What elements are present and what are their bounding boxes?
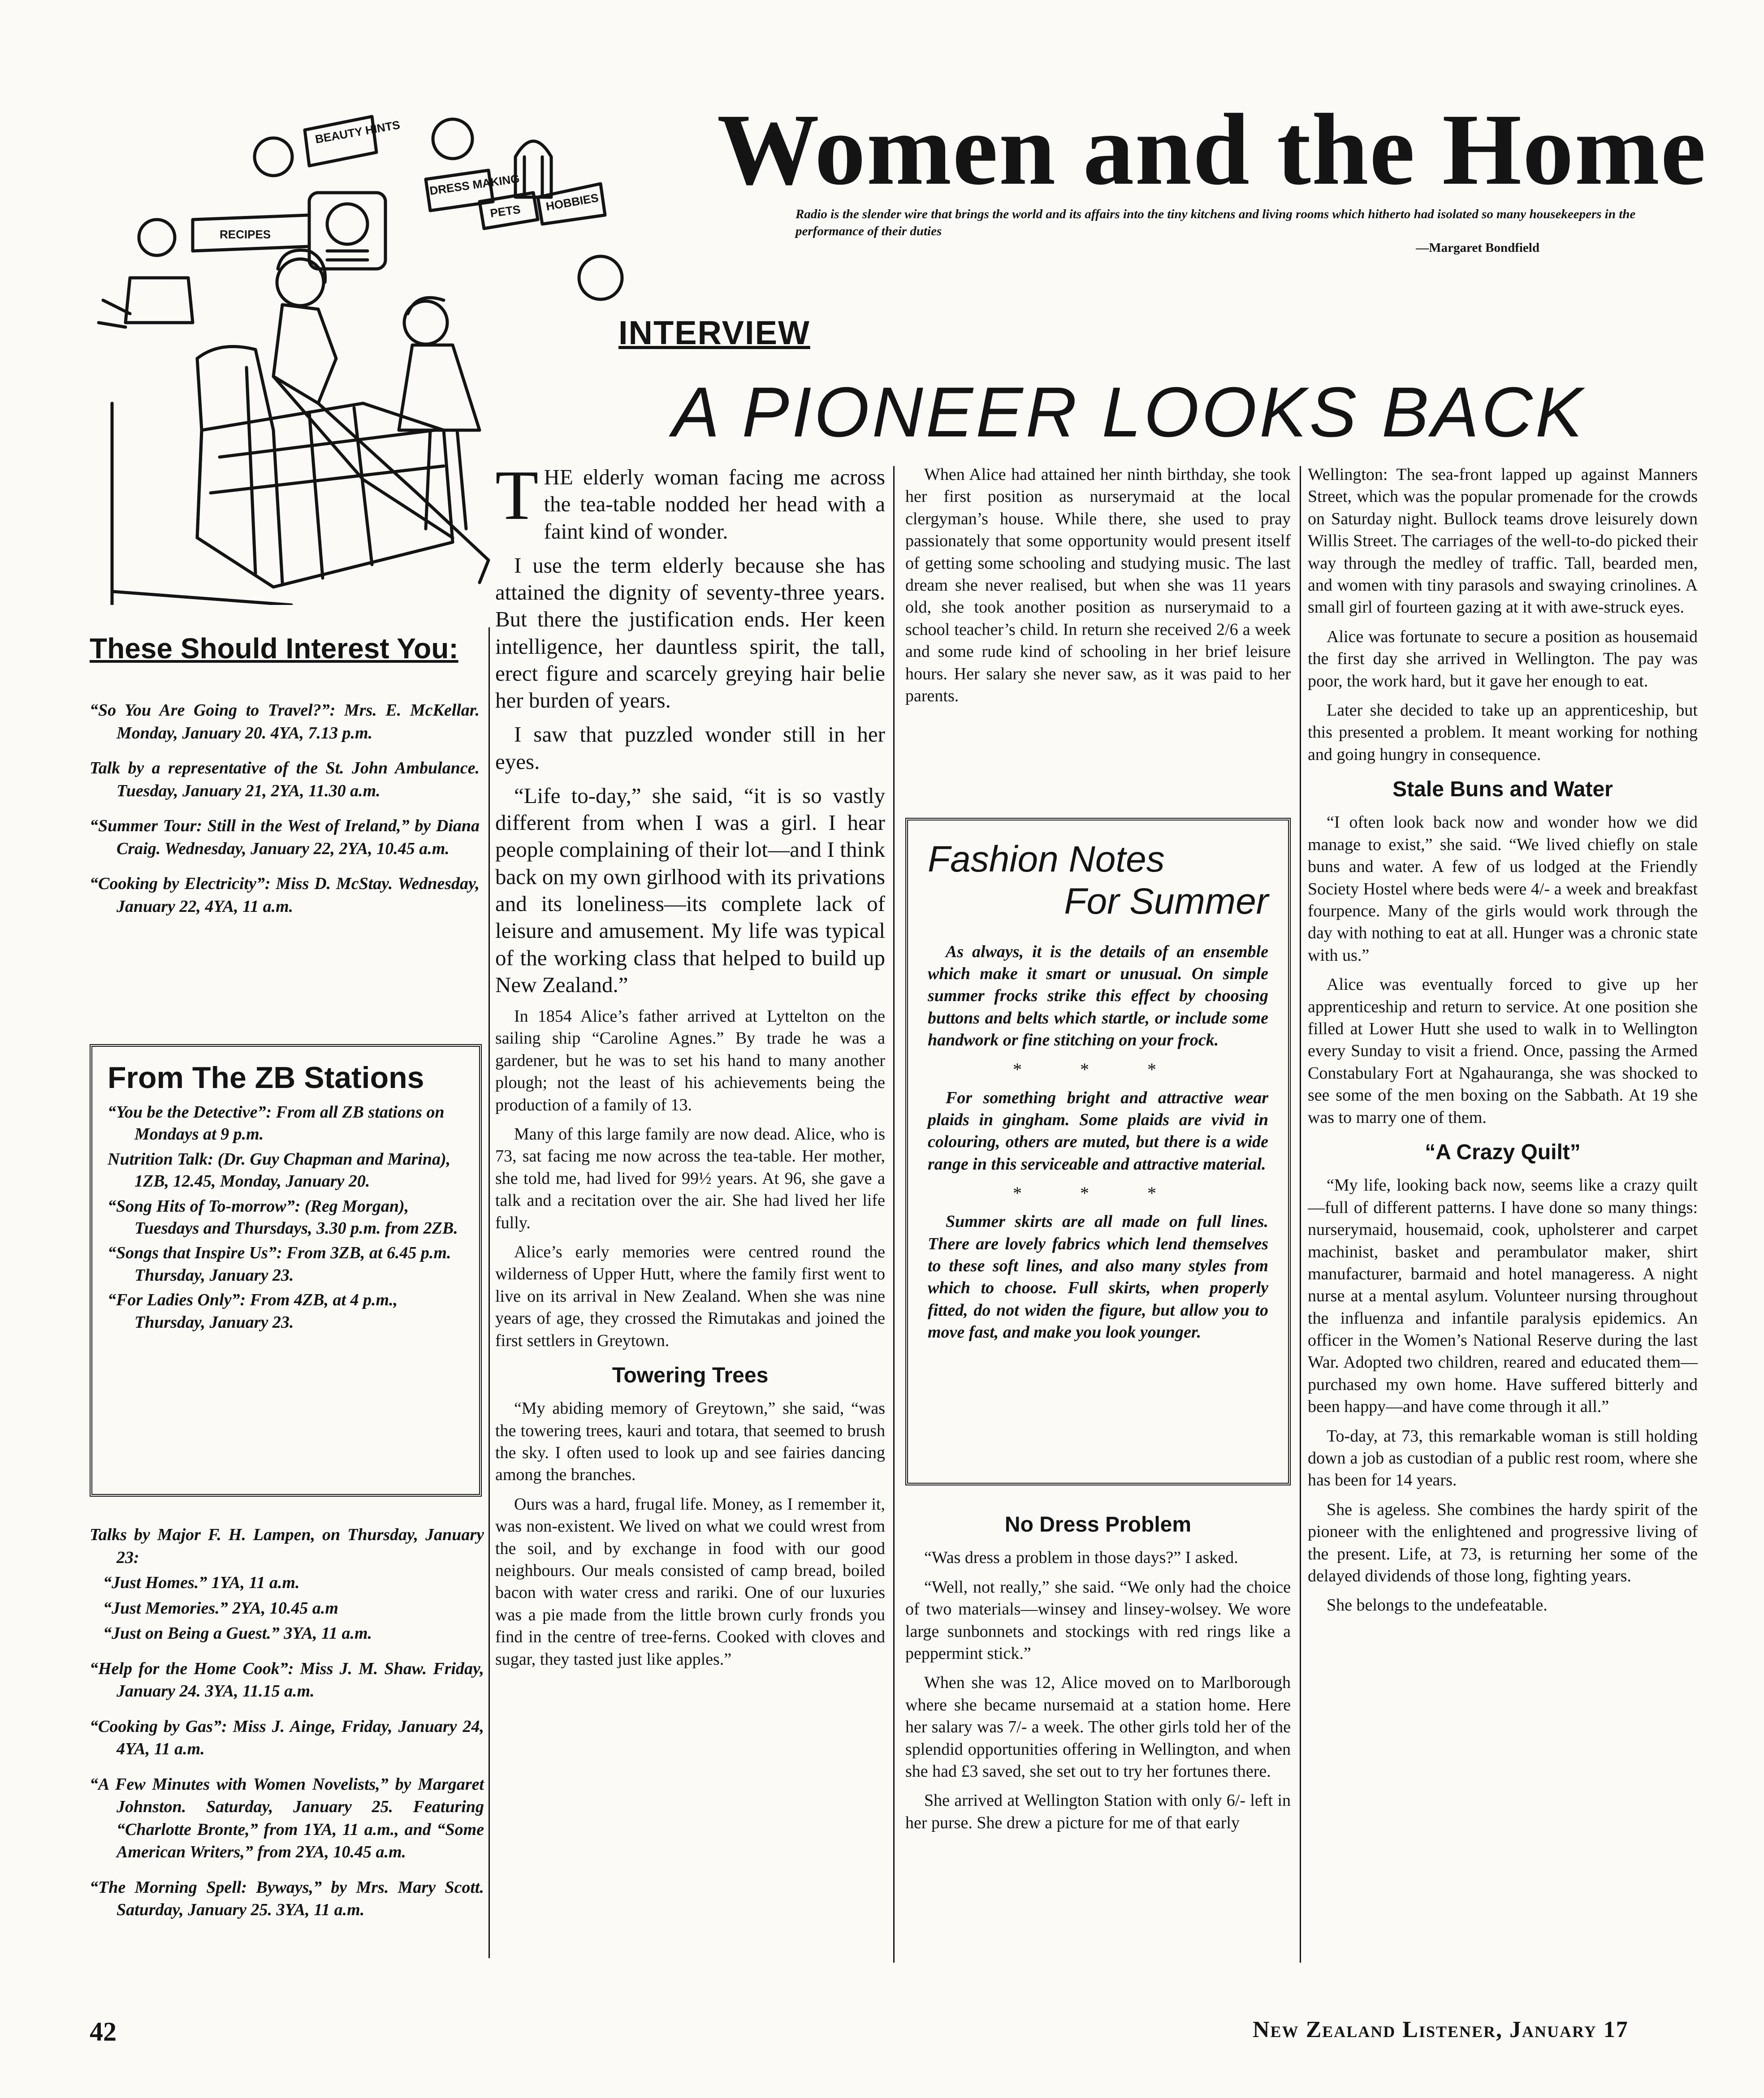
article-subheading: Towering Trees [612,1363,769,1387]
article-kicker: INTERVIEW [618,314,810,351]
listing-item: “Help for the Home Cook”: Miss J. M. Shaw. Friday, January 24. 3YA, 11.15 a.m. [90,1659,484,1701]
article-paragraph: “My abiding memory of Greytown,” she said, “was the towering trees, kauri and totara, that seemed to brush the sky. I often used to look up and see fairies dancing among the branches. [495,1399,885,1485]
article-paragraph: Alice was eventually forced to give up her apprenticeship and return to service. At one position she filled at Lower Hutt she used to walk in to Wellington every Sunday to visit a friend. Once, passing the Armed Constabulary Fort at Ngahauranga, she was shocked to see some of the men boxing on the Sabbath. At 19 she was to marry one of them. [1308,975,1698,1127]
article-paragraph: Many of this large family are now dead. Alice, who is 73, sat facing me now across the tea-table. Her mother, she told me, had lived for 99½ years. At 96, she gave a talk and a recitation over the air. She had lived her life fully. [495,1125,885,1232]
zb-item: “Songs that Inspire Us”: From 3ZB, at 6.45 p.m. Thursday, January 23. [108,1243,451,1285]
drop-cap: T [495,456,539,535]
listing-item: Talks by Major F. H. Lampen, on Thursday, January 23: [90,1525,484,1567]
section-title: Women and the Home [717,93,1707,206]
epigraph [796,206,1701,257]
more-listings [90,1524,484,1934]
article-column-1 [495,456,885,1678]
illustration-label: HOBBIES [545,190,600,213]
article-column-2-continued [905,1501,1291,1841]
column-rule [893,466,895,1963]
article-paragraph: Ours was a hard, frugal life. Money, as I remember it, was non-existent. We lived on what we could wrest from the soil, and by exchange in food with our good neighbours. Our meals consisted of camp bread, boiled bacon with water cress and rariki. One of our luxuries was a pie made from the little brown curly fronds you find in the centre of tree-ferns. Cooked with cloves and sugar, they tasted just like apples.” [495,1494,885,1669]
article-paragraph: She belongs to the undefeatable. [1327,1596,1548,1615]
listing-item: Talk by a representative of the St. John Ambulance. Tuesday, January 21, 2YA, 11.30 a.m. [90,759,480,800]
article-paragraph: “I often look back now and wonder how we did manage to exist,” she said. “We lived chiefly on stale buns and water. A few of us lodged at the Friendly Society Hostel where beds were 4/- a week and breakfast fourpence. Many of the girls would work through the day with nothing to eat at all. Hunger was a chronic state with us.” [1308,813,1698,965]
separator-stars: * * * [1013,1183,1183,1204]
zb-item: “For Ladies Only”: From 4ZB, at 4 p.m., Thursday, January 23. [108,1291,398,1332]
article-subheading: “A Crazy Quilt” [1425,1140,1581,1164]
illustration-label: DRESS MAKING [428,172,521,198]
listing-subitem: “Just Memories.” 2YA, 10.45 a.m [103,1598,338,1618]
fashion-paragraph: For something bright and attractive wear plaids in gingham. Some plaids are vivid in colouring, others are muted, but there is a wide range in this serviceable and attractive material. [928,1088,1268,1174]
article-paragraph: I use the term elderly because she has attained the dignity of seventy-three years. But there the justification ends. Her keen intelligence, her dauntless spirit, the tall, erect figure and scarcely greying hair belie her burden of years. [495,553,885,713]
article-paragraph: I saw that puzzled wonder still in her eyes. [495,722,885,774]
fashion-paragraph: As always, it is the details of an ensemble which make it smart or unusual. On simple summer frocks strike this effect by choosing buttons and belts which startle, or include some handwork or fine stitching on your frock. [928,942,1268,1050]
fashion-notes-box [905,818,1291,1485]
article-paragraph: When she was 12, Alice moved on to Marlborough where she became nursemaid at a station home. Here her salary was 7/- a week. The other girls told her of the splendid opportunities offering in Wellington, and when she had £3 saved, she set out to try her fortunes there. [905,1673,1291,1781]
article-column-3 [1308,464,1698,1624]
fashion-title-line-1: Fashion Notes [928,839,1165,880]
epigraph-attribution: —Margaret Bondfield [1416,241,1539,255]
article-paragraph: THE elderly woman facing me across the tea-table nodded her head with a faint kind of wonder. [495,456,885,544]
article-headline: A PIONEER LOOKS BACK [672,373,1586,452]
article-column-2 [905,464,1291,714]
zb-item: Nutrition Talk: (Dr. Guy Chapman and Marina), 1ZB, 12.45, Monday, January 20. [108,1149,451,1191]
publication-line: New Zealand Listener, January 17 [1253,2017,1629,2042]
page-number: 42 [90,2017,117,2046]
listing-item: “Cooking by Electricity”: Miss D. McStay. Wednesday, January 22, 4YA, 11 a.m. [90,874,480,916]
zb-stations-box [90,1044,482,1497]
article-paragraph: Later she decided to take up an apprenticeship, but this presented a problem. It meant working for nothing and going hungry in consequence. [1308,700,1698,764]
illustration-label: RECIPES [220,228,271,241]
listing-item: “Cooking by Gas”: Miss J. Ainge, Friday, January 24, 4YA, 11 a.m. [90,1717,484,1759]
article-paragraph: “Well, not really,” she said. “We only had the choice of two materials—winsey and linsey-wolsey. We wore large sunbonnets and stockings with red rings like a peppermint stick.” [905,1577,1291,1663]
fashion-title-line-2: For Summer [1064,881,1268,922]
article-paragraph: Alice was fortunate to secure a position as housemaid the first day she arrived in Wellington. The pay was poor, the work hard, but it gave her enough to eat. [1308,627,1698,691]
article-paragraph: “Life to-day,” she said, “it is so vastly different from when I was a girl. I hear people complaining of their lot—and I think back on my own girlhood with its privations and its loneliness—its complete lack of leisure and amusement. My life was typical of the working class that helped to build up New Zealand.” [495,783,885,997]
article-subheading: Stale Buns and Water [1392,777,1613,802]
column-rule [1300,466,1301,1963]
listing-item: “The Morning Spell: Byways,” by Mrs. Mary Scott. Saturday, January 25. 3YA, 11 a.m. [90,1878,484,1920]
listing-item: “Summer Tour: Still in the West of Ireland,” by Diana Craig. Wednesday, January 22, 2YA, 10.45 a.m. [90,816,480,858]
article-paragraph: To-day, at 73, this remarkable woman is still holding down a job as custodian of a public rest room, where she has been for 14 years. [1308,1426,1698,1490]
listing-subitem: “Just on Being a Guest.” 3YA, 11 a.m. [103,1624,372,1643]
listing-item: “So You Are Going to Travel?”: Mrs. E. McKellar. Monday, January 20. 4YA, 7.13 p.m. [90,701,480,743]
article-paragraph: Alice’s early memories were centred round the wilderness of Upper Hutt, where the family first went to live on its arrival in New Zealand. When she was nine years of age, they crossed the Rimutakas and joined the first settlers in Greytown. [495,1242,885,1350]
illustration-label: BEAUTY HINTS [314,118,401,146]
listing-item: “A Few Minutes with Women Novelists,” by Margaret Johnston. Saturday, January 25. Featuring “Charlotte Bronte,” from 1YA, 11 a.m., and “Some American Writers,” from 2YA, 10.45 a.m. [90,1774,484,1862]
listings-title: These Should Interest You: [90,632,458,665]
article-paragraph: She is ageless. She combines the hardy spirit of the pioneer with the enlightened and progressive living of the present. Life, at 73, is returning her some of the delayed dividends of those long, fighting years. [1308,1500,1698,1585]
zb-item: “You be the Detective”: From all ZB stations on Mondays at 9 p.m. [108,1103,445,1144]
article-paragraph: “My life, looking back now, seems like a crazy quilt—full of different patterns. I have done so many things: nurserymaid, housemaid, cook, upholsterer and carpet machinist, basket and perambulator maker, shirt manufacturer, barmaid and hotel manageress. A night nurse at a mental asylum. Volunteer nursing throughout the influenza and infantile paralysis epidemics. An officer in the Women’s National Reserve during the last War. Adopted two children, reared and educated them—purchased my own home. Have suffered bitterly and been happy—and have come through it all.” [1308,1176,1698,1416]
column-rule [489,627,490,1958]
listings-list [90,699,480,930]
article-paragraph: When Alice had attained her ninth birthday, she took her first position as nurserymaid at the local clergyman’s house. While there, she used to pray passionately that some opportunity would present itself of getting some schooling and studying music. The last dream she never realised, but when she was 11 years old, she took another position as nurserymaid to a school teacher’s child. In return she received 2/6 a week and some rude kind of schooling in her brief leisure hours. Her salary she never saw, as it was paid to her parents. [905,465,1291,705]
separator-stars: * * * [1013,1059,1183,1079]
listing-subitem: “Just Homes.” 1YA, 11 a.m. [103,1573,300,1593]
article-paragraph: She arrived at Wellington Station with only 6/- left in her purse. She drew a picture for me of that early [905,1791,1291,1832]
article-paragraph: In 1854 Alice’s father arrived at Lyttelton on the sailing ship “Caroline Agnes.” By trade he was a gardener, but he was to set his hand to many another plough; not the least of his achievements being the production of a family of 13. [495,1007,885,1114]
epigraph-quote: Radio is the slender wire that brings the world and its affairs into the tiny kitchens and living rooms which hitherto had isolated so many housekeepers in the performance of their duties [796,207,1636,238]
article-subheading: No Dress Problem [1004,1513,1192,1537]
zb-item: “Song Hits of To-morrow”: (Reg Morgan), Tuesdays and Thursdays, 3.30 p.m. from 2ZB. [108,1196,458,1238]
zb-stations-title: From The ZB Stations [108,1061,424,1095]
article-paragraph: “Was dress a problem in those days?” I asked. [924,1548,1238,1567]
illustration-label: PETS [489,202,522,220]
fashion-paragraph: Summer skirts are all made on full lines. There are lovely fabrics which lend themselves to these soft lines, and also many styles from which to choose. Full skirts, when properly fitted, do not widen the figure, but allow you to move fast, and make you look younger. [928,1212,1268,1342]
article-paragraph: Wellington: The sea-front lapped up against Manners Street, which was the popular promenade for the crowds on Saturday night. Bullock teams drove leisurely down Willis Street. The carriages of the well-to-do picked their way through the medley of traffic. Tall, bearded men, and women with tiny parasols and swaying crinolines. A small girl of fourteen gazing at it with awe-struck eyes. [1308,465,1698,617]
